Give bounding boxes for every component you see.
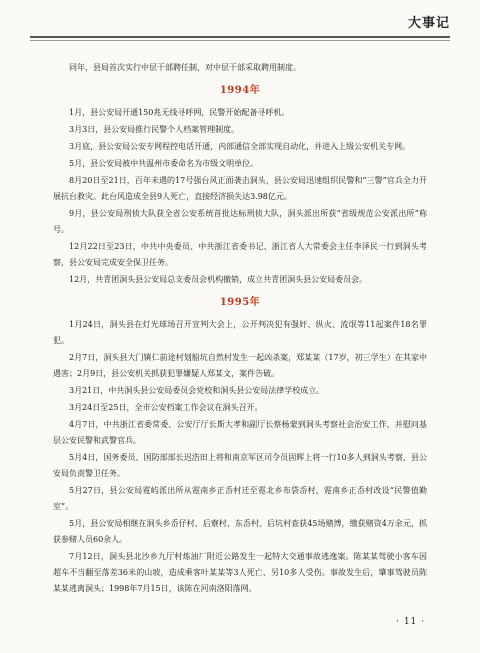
entry-paragraph: 12月，共青团洞头县公安局总支委员会机构撤销，成立共青团洞头县公安局委员会。: [69, 275, 368, 285]
page-number: · 11 ·: [396, 617, 425, 627]
section-1995: [53, 295, 427, 596]
entry-paragraph: 3月24日至25日，全市公安档案工作会议在洞头召开。: [69, 403, 263, 413]
entry-paragraph: 3月21日，中共洞头县公安局委员会党校和洞头县公安局法律学校成立。: [69, 385, 325, 395]
section-year-heading: 1994年: [219, 84, 261, 96]
entry-paragraph: 1月24日，洞头县在灯光球场召开宣判大会上，公开判决犯有强奸、纵火、流氓等11起案件18名罪犯。: [53, 319, 427, 345]
entry-paragraph: 1月，县公安局开通150兆无线寻呼网，民警开始配备寻呼机。: [69, 107, 290, 117]
entry-paragraph: 12月22日至23日，中共中央委员、中共浙江省委书记、浙江省人大常委会主任李泽民一行到洞头考察，县公安局完成安全保卫任务。: [53, 242, 427, 268]
entry-paragraph: 7月12日，洞头县北沙乡九厅村炼油厂附近公路发生一起特大交通事故逃逸案。陈某某驾驶小客车因超车不当翻至落差36米的山坡，造成乘客叶某某等3人死亡，另10多人受伤。事故发生后，肇事驾驶员陈某某逃离洞头；1998年7月15日，该陈在河南洛阳落网。: [53, 552, 427, 593]
header-title: 大事记: [407, 16, 450, 31]
page-content: [53, 60, 427, 598]
header-rule-thin: [30, 40, 450, 41]
entry-paragraph: 9月，县公安局刑侦大队获全省公安系统首批达标刑侦大队，洞头派出所获“省级规范公安派出所”称号。: [53, 209, 427, 235]
entry-paragraph: 5月，县公安局相继在洞头乡岙仔村、后寮村、东岙村、后坑村查获45场赌博，缴获赌资4万余元，抓获参赌人员60余人。: [53, 519, 427, 544]
entry-paragraph: 4月7日，中共浙江省委常委、公安厅厅长斯大孝和副厅长蔡杨蒙到洞头考察社会治安工作，并慰问基层公安民警和武警官兵。: [53, 420, 427, 446]
entry-paragraph: 5月4日，国务委员、国防部部长迟浩田上将和南京军区司令员固辉上将一行10多人到洞头考察，县公安局负责警卫任务。: [53, 453, 427, 479]
entry-paragraph: 5月27日，县公安局霓屿派出所从霓南乡正岙村迁至霓北乡布袋岙村，霓南乡正岙村改设“民警值勤室”。: [53, 486, 427, 511]
intro-paragraph: 同年，县局首次实行中层干部聘任制，对中层干部采取聘用制度。: [69, 63, 301, 72]
entry-paragraph: 3月底，县公安局公安专网程控电话开通，内部通信全部实现自动化，并进入上级公安机关专网。: [69, 141, 411, 151]
section-1994: [53, 83, 427, 288]
entry-paragraph: 3月3日，县公安局推行民警个人档案管理制度。: [69, 124, 240, 134]
header-rule: [30, 36, 450, 38]
entry-paragraph: 2月7日，洞头县大门镇仁前途村划船坑自然村发生一起凶杀案，郑某某（17岁，初三学生）在其家中遇害；2月9日，县公安机关抓获犯罪嫌疑人郑某文，案件告破。: [53, 352, 427, 378]
section-year-heading: 1995年: [219, 297, 261, 309]
entry-paragraph: 8月20日至21日，百年未遇的17号强台风正面袭击洞头，县公安局迅速组织民警和“三警”官兵全力开展抗台救灾。此台风造成全县9人死亡，直接经济损失达3.98亿元。: [53, 176, 427, 202]
entry-paragraph: 5月，县公安局被中共温州市委命名为市级文明单位。: [69, 159, 259, 169]
